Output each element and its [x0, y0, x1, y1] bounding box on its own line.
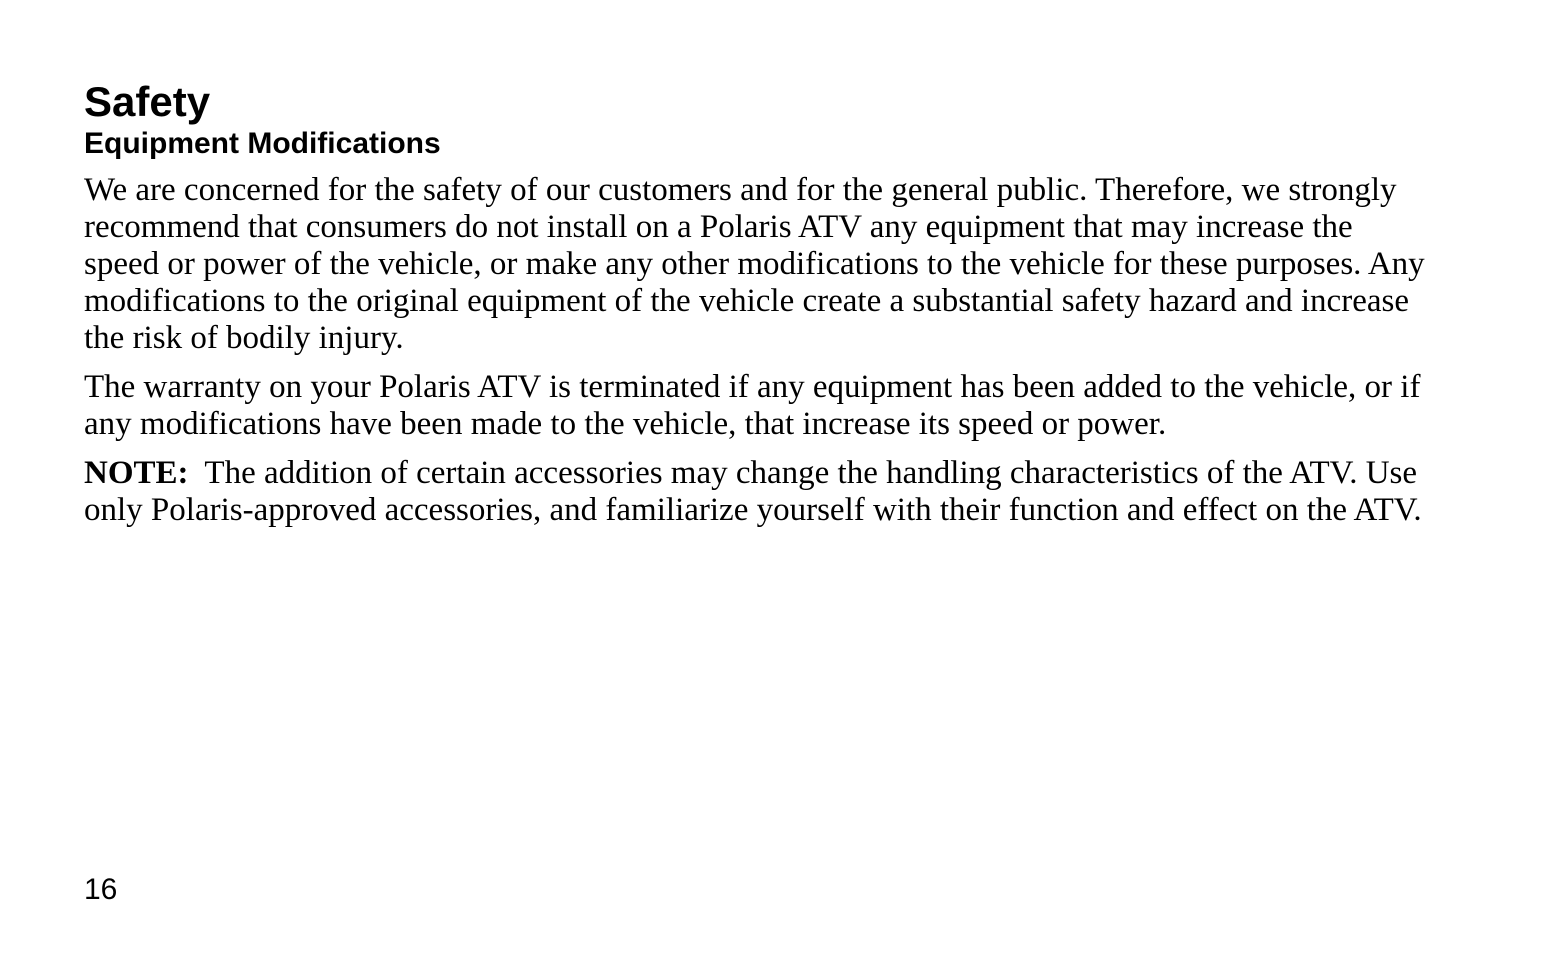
- document-page: [84, 78, 1434, 541]
- page-number: 16: [84, 873, 118, 906]
- paragraph-warranty: The warranty on your Polaris ATV is terminated if any equipment has been added to the vehicle, or if any modifications have been made to the vehicle, that increase its speed or power.: [84, 369, 1421, 442]
- note-label: NOTE:: [84, 455, 189, 491]
- section-subtitle: Equipment Modifications: [84, 127, 441, 160]
- note-text: The addition of certain accessories may change the handling characteristics of the ATV. Use only Polaris-approved accessories, and familiarize yourself with their function and effect on the ATV.: [84, 455, 1426, 528]
- note-paragraph: [84, 455, 1434, 529]
- page-title: Safety: [84, 78, 211, 125]
- paragraph-concern: We are concerned for the safety of our customers and for the general public. Therefore, we strongly recommend that consumers do not install on a Polaris ATV any equipment that may increase the speed or power of the vehicle, or make any other modifications to the vehicle for these purposes. Any modifications to the original equipment of the vehicle create a substantial safety hazard and increase the risk of bodily injury.: [84, 172, 1425, 356]
